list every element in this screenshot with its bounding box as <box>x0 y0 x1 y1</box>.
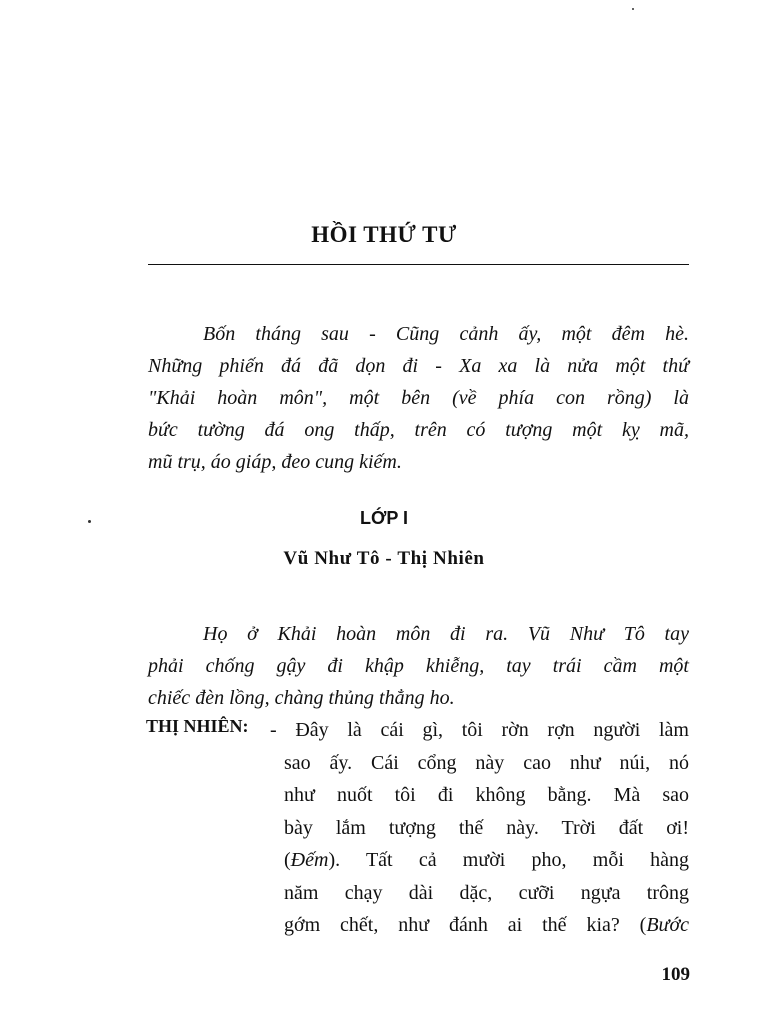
stage-direction-line: bức tường đá ong thấp, trên có tượng một kỵ mã, <box>148 419 689 441</box>
dialogue-line: (Đếm). Tất cả mười pho, mỗi hàng <box>284 849 689 871</box>
stage-direction-line: Những phiến đá đã dọn đi - Xa xa là nửa một thứ <box>148 355 689 377</box>
opening-stage-direction <box>148 318 689 478</box>
stage-direction-line: mũ trụ, áo giáp, đeo cung kiếm. <box>148 451 402 473</box>
scan-speck <box>632 8 634 10</box>
scene-stage-direction <box>148 618 689 714</box>
stage-cue: Đếm <box>290 849 329 871</box>
dialogue-line: - Đây là cái gì, tôi rờn rợn người làm <box>270 719 689 741</box>
dialogue-line: bày lắm tượng thế này. Trời đất ơi! <box>284 816 689 839</box>
stage-direction-line: phải chống gậy đi khập khiễng, tay trái cầm một <box>148 655 689 677</box>
dialogue-line: sao ấy. Cái cổng này cao như núi, nó <box>284 751 689 774</box>
dialogue-line: như nuốt tôi đi không bằng. Mà sao <box>284 784 689 806</box>
chapter-title: HỒI THỨ TƯ <box>311 222 457 247</box>
stage-direction-line: Bốn tháng sau - Cũng cảnh ấy, một đêm hè. <box>203 323 689 345</box>
stage-direction-line: Họ ở Khải hoàn môn đi ra. Vũ Như Tô tay <box>203 623 689 645</box>
dialogue-line: gớm chết, như đánh ai thế kia? (Bước <box>284 914 689 936</box>
scene-characters: Vũ Như Tô - Thị Nhiên <box>283 548 485 569</box>
dialogue-block <box>270 714 689 942</box>
stage-cue: Bước <box>646 914 689 936</box>
stage-direction-line: chiếc đèn lồng, chàng thủng thẳng ho. <box>148 687 455 709</box>
scene-title: LỚP I <box>359 508 409 528</box>
scan-speck <box>88 520 91 523</box>
page-number: 109 <box>661 964 690 985</box>
dialogue-line: năm chạy dài dặc, cưỡi ngựa trông <box>284 881 689 904</box>
stage-direction-line: "Khải hoàn môn", một bên (về phía con rồng) là <box>148 387 689 409</box>
title-rule <box>148 264 689 265</box>
speaker-name: THỊ NHIÊN: <box>146 716 249 736</box>
